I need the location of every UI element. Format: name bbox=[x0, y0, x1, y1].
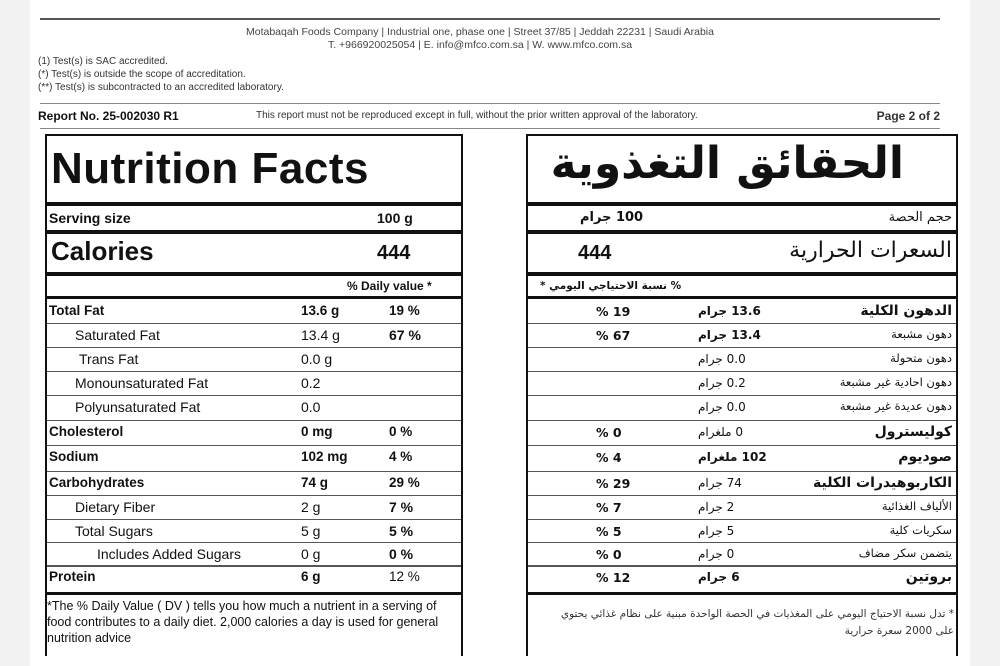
row-divider bbox=[47, 347, 461, 348]
calories-value: 444 bbox=[377, 242, 411, 264]
panel-title-en: Nutrition Facts bbox=[51, 144, 369, 193]
nutrient-daily-value-ar: 0 % bbox=[596, 425, 622, 440]
nutrient-daily-value: 0 % bbox=[389, 546, 414, 562]
nutrient-label: Total Sugars bbox=[75, 523, 153, 539]
nutrient-daily-value-ar: 7 % bbox=[596, 500, 622, 515]
row-divider bbox=[47, 395, 461, 396]
nutrient-amount: 5 g bbox=[301, 523, 321, 539]
header-divider bbox=[40, 18, 940, 20]
serving-size-label-ar: حجم الحصة bbox=[888, 210, 952, 225]
nutrient-daily-value: 19 % bbox=[389, 303, 420, 318]
row-divider bbox=[47, 445, 461, 446]
company-address: Motabaqah Foods Company | Industrial one, phase one | Street 37/85 | Jeddah 22231 | Saudi Arabia bbox=[246, 26, 714, 38]
row-divider bbox=[528, 323, 956, 324]
rule-thick bbox=[528, 202, 956, 206]
row-divider bbox=[47, 420, 461, 421]
report-bar bbox=[38, 109, 940, 125]
row-divider bbox=[528, 395, 956, 396]
calories-value-ar: 444 bbox=[578, 242, 612, 264]
nutrient-label-ar: دهون متحولة bbox=[890, 351, 952, 365]
nutrient-label: Cholesterol bbox=[49, 424, 124, 439]
nutrient-amount-ar: 2 جرام bbox=[698, 500, 735, 514]
row-divider bbox=[528, 445, 956, 446]
row-divider bbox=[47, 371, 461, 372]
accreditation-notes bbox=[38, 55, 284, 94]
nutrient-amount-ar: 13.6 جرام bbox=[698, 304, 761, 318]
nutrition-facts-panel-en bbox=[45, 134, 463, 656]
nutrition-facts-panel-ar bbox=[526, 134, 958, 656]
nutrient-label-ar: صوديوم bbox=[898, 449, 952, 465]
nutrient-label-ar: الدهون الكلية bbox=[860, 303, 952, 319]
page-indicator: Page 2 of 2 bbox=[876, 109, 940, 123]
row-divider bbox=[47, 471, 461, 472]
nutrient-amount-ar: 74 جرام bbox=[698, 476, 742, 490]
nutrient-daily-value: 4 % bbox=[389, 449, 413, 464]
row-divider bbox=[528, 542, 956, 543]
nutrient-daily-value-ar: 5 % bbox=[596, 524, 622, 539]
nutrient-daily-value: 7 % bbox=[389, 499, 414, 515]
nutrient-daily-value: 29 % bbox=[389, 475, 420, 490]
nutrient-label: Total Fat bbox=[49, 303, 105, 318]
report-divider-bottom bbox=[40, 128, 940, 129]
nutrient-amount-ar: 0 ملغرام bbox=[698, 425, 744, 439]
nutrient-label: Dietary Fiber bbox=[75, 499, 156, 515]
report-divider-top bbox=[40, 103, 940, 104]
nutrient-label-ar: سكريات كلية bbox=[889, 523, 952, 537]
report-number: Report No. 25-002030 R1 bbox=[38, 109, 179, 123]
nutrient-label-ar: الكاربوهيدرات الكلية bbox=[813, 475, 952, 491]
daily-value-header-ar: % نسبة الاحتياجي اليومي * bbox=[540, 280, 682, 292]
daily-value-header: % Daily value * bbox=[347, 279, 432, 293]
nutrient-amount-ar: 5 جرام bbox=[698, 524, 735, 538]
rule-medium bbox=[528, 296, 956, 299]
nutrient-daily-value-ar: 4 % bbox=[596, 450, 622, 465]
nutrient-amount: 74 g bbox=[301, 475, 329, 490]
nutrient-label-ar: دهون احادية غير مشبعة bbox=[839, 375, 952, 389]
nutrient-amount: 2 g bbox=[301, 499, 321, 515]
nutrient-label: Polyunsaturated Fat bbox=[75, 399, 201, 415]
nutrient-daily-value: 5 % bbox=[389, 523, 414, 539]
nutrient-amount: 6 g bbox=[301, 569, 321, 584]
row-divider bbox=[528, 420, 956, 421]
nutrient-daily-value: 12 % bbox=[389, 569, 420, 584]
nutrient-amount: 0 g bbox=[301, 546, 321, 562]
company-contact: T. +966920025054 | E. info@mfco.com.sa | W. www.mfco.com.sa bbox=[327, 39, 633, 51]
row-divider bbox=[47, 542, 461, 543]
note-sac: (1) Test(s) is SAC accredited. bbox=[38, 56, 168, 67]
footnote-ar: * تدل نسبة الاحتياج اليومي على المغذيات في الحصة الواحدة مبنية على نظام غذائي يحتوي على 2000 سعرة حرارية bbox=[560, 608, 954, 637]
nutrient-label-ar: كوليسترول bbox=[874, 424, 952, 440]
nutrient-daily-value: 67 % bbox=[389, 327, 421, 343]
nutrient-amount-ar: 0.0 جرام bbox=[698, 352, 746, 366]
nutrient-amount: 0.0 bbox=[301, 399, 321, 415]
nutrient-label: Trans Fat bbox=[79, 351, 139, 367]
nutrient-amount-ar: 0.2 جرام bbox=[698, 376, 746, 390]
serving-size-value-ar: 100 جرام bbox=[580, 210, 644, 225]
nutrient-label-ar: دهون عديدة غير مشبعة bbox=[839, 399, 952, 413]
nutrient-daily-value-ar: 29 % bbox=[596, 476, 631, 491]
rule-thick bbox=[47, 230, 461, 234]
nutrient-amount: 0 mg bbox=[301, 424, 333, 439]
nutrient-amount-ar: 0 جرام bbox=[698, 547, 735, 561]
nutrient-daily-value-ar: 19 % bbox=[596, 304, 631, 319]
row-divider bbox=[528, 519, 956, 520]
serving-size-label: Serving size bbox=[49, 210, 131, 226]
row-divider bbox=[47, 519, 461, 520]
rule-thick bbox=[47, 272, 461, 276]
nutrient-amount: 0.0 g bbox=[301, 351, 333, 367]
row-divider bbox=[528, 495, 956, 496]
footnote-en: *The % Daily Value ( DV ) tells you how much a nutrient in a serving of food contributes to a daily diet. 2,000 calories a day is used for general nutrition advice bbox=[47, 599, 439, 645]
nutrient-label: Protein bbox=[49, 569, 96, 584]
nutrient-daily-value-ar: 67 % bbox=[596, 328, 631, 343]
nutrient-label-ar: بروتين bbox=[905, 569, 952, 585]
nutrient-amount: 13.4 g bbox=[301, 327, 340, 343]
nutrient-label: Sodium bbox=[49, 449, 99, 464]
note-subcontracted: (**) Test(s) is subcontracted to an accredited laboratory. bbox=[38, 82, 284, 93]
nutrient-label: Saturated Fat bbox=[75, 327, 160, 343]
row-divider bbox=[528, 471, 956, 472]
row-divider bbox=[528, 565, 956, 567]
report-disclaimer: This report must not be reproduced except in full, without the prior written approval of the laboratory. bbox=[256, 110, 698, 121]
nutrient-amount-ar: 6 جرام bbox=[698, 570, 740, 584]
rule-medium bbox=[47, 296, 461, 299]
rule-thick bbox=[528, 230, 956, 234]
nutrient-amount: 0.2 bbox=[301, 375, 321, 391]
row-divider bbox=[528, 371, 956, 372]
calories-label: Calories bbox=[51, 236, 154, 266]
row-divider bbox=[47, 323, 461, 324]
note-outside-scope: (*) Test(s) is outside the scope of accreditation. bbox=[38, 69, 246, 80]
nutrient-daily-value: 0 % bbox=[389, 424, 413, 439]
nutrient-label: Monounsaturated Fat bbox=[75, 375, 209, 391]
nutrient-label: Carbohydrates bbox=[49, 475, 145, 490]
nutrient-label-ar: يتضمن سكر مضاف bbox=[858, 546, 952, 560]
company-info bbox=[200, 26, 760, 52]
nutrient-amount: 102 mg bbox=[301, 449, 348, 464]
nutrient-amount-ar: 102 ملغرام bbox=[698, 450, 767, 464]
rule-thick bbox=[47, 202, 461, 206]
row-divider bbox=[528, 347, 956, 348]
rule-thick bbox=[528, 272, 956, 276]
rule-medium bbox=[528, 592, 956, 595]
nutrient-label-ar: الألياف الغذائية bbox=[881, 499, 952, 513]
nutrient-amount: 13.6 g bbox=[301, 303, 340, 318]
nutrient-label-ar: دهون مشبعة bbox=[891, 327, 952, 341]
nutrient-amount-ar: 13.4 جرام bbox=[698, 328, 761, 342]
row-divider bbox=[47, 495, 461, 496]
nutrient-daily-value-ar: 12 % bbox=[596, 570, 631, 585]
panel-title-ar: الحقائق التغذوية bbox=[550, 138, 904, 189]
nutrient-amount-ar: 0.0 جرام bbox=[698, 400, 746, 414]
calories-label-ar: السعرات الحرارية bbox=[789, 238, 952, 263]
row-divider bbox=[47, 565, 461, 567]
rule-medium bbox=[47, 592, 461, 595]
nutrient-label: Includes Added Sugars bbox=[97, 546, 241, 562]
nutrient-daily-value-ar: 0 % bbox=[596, 547, 622, 562]
serving-size-value: 100 g bbox=[377, 210, 413, 226]
